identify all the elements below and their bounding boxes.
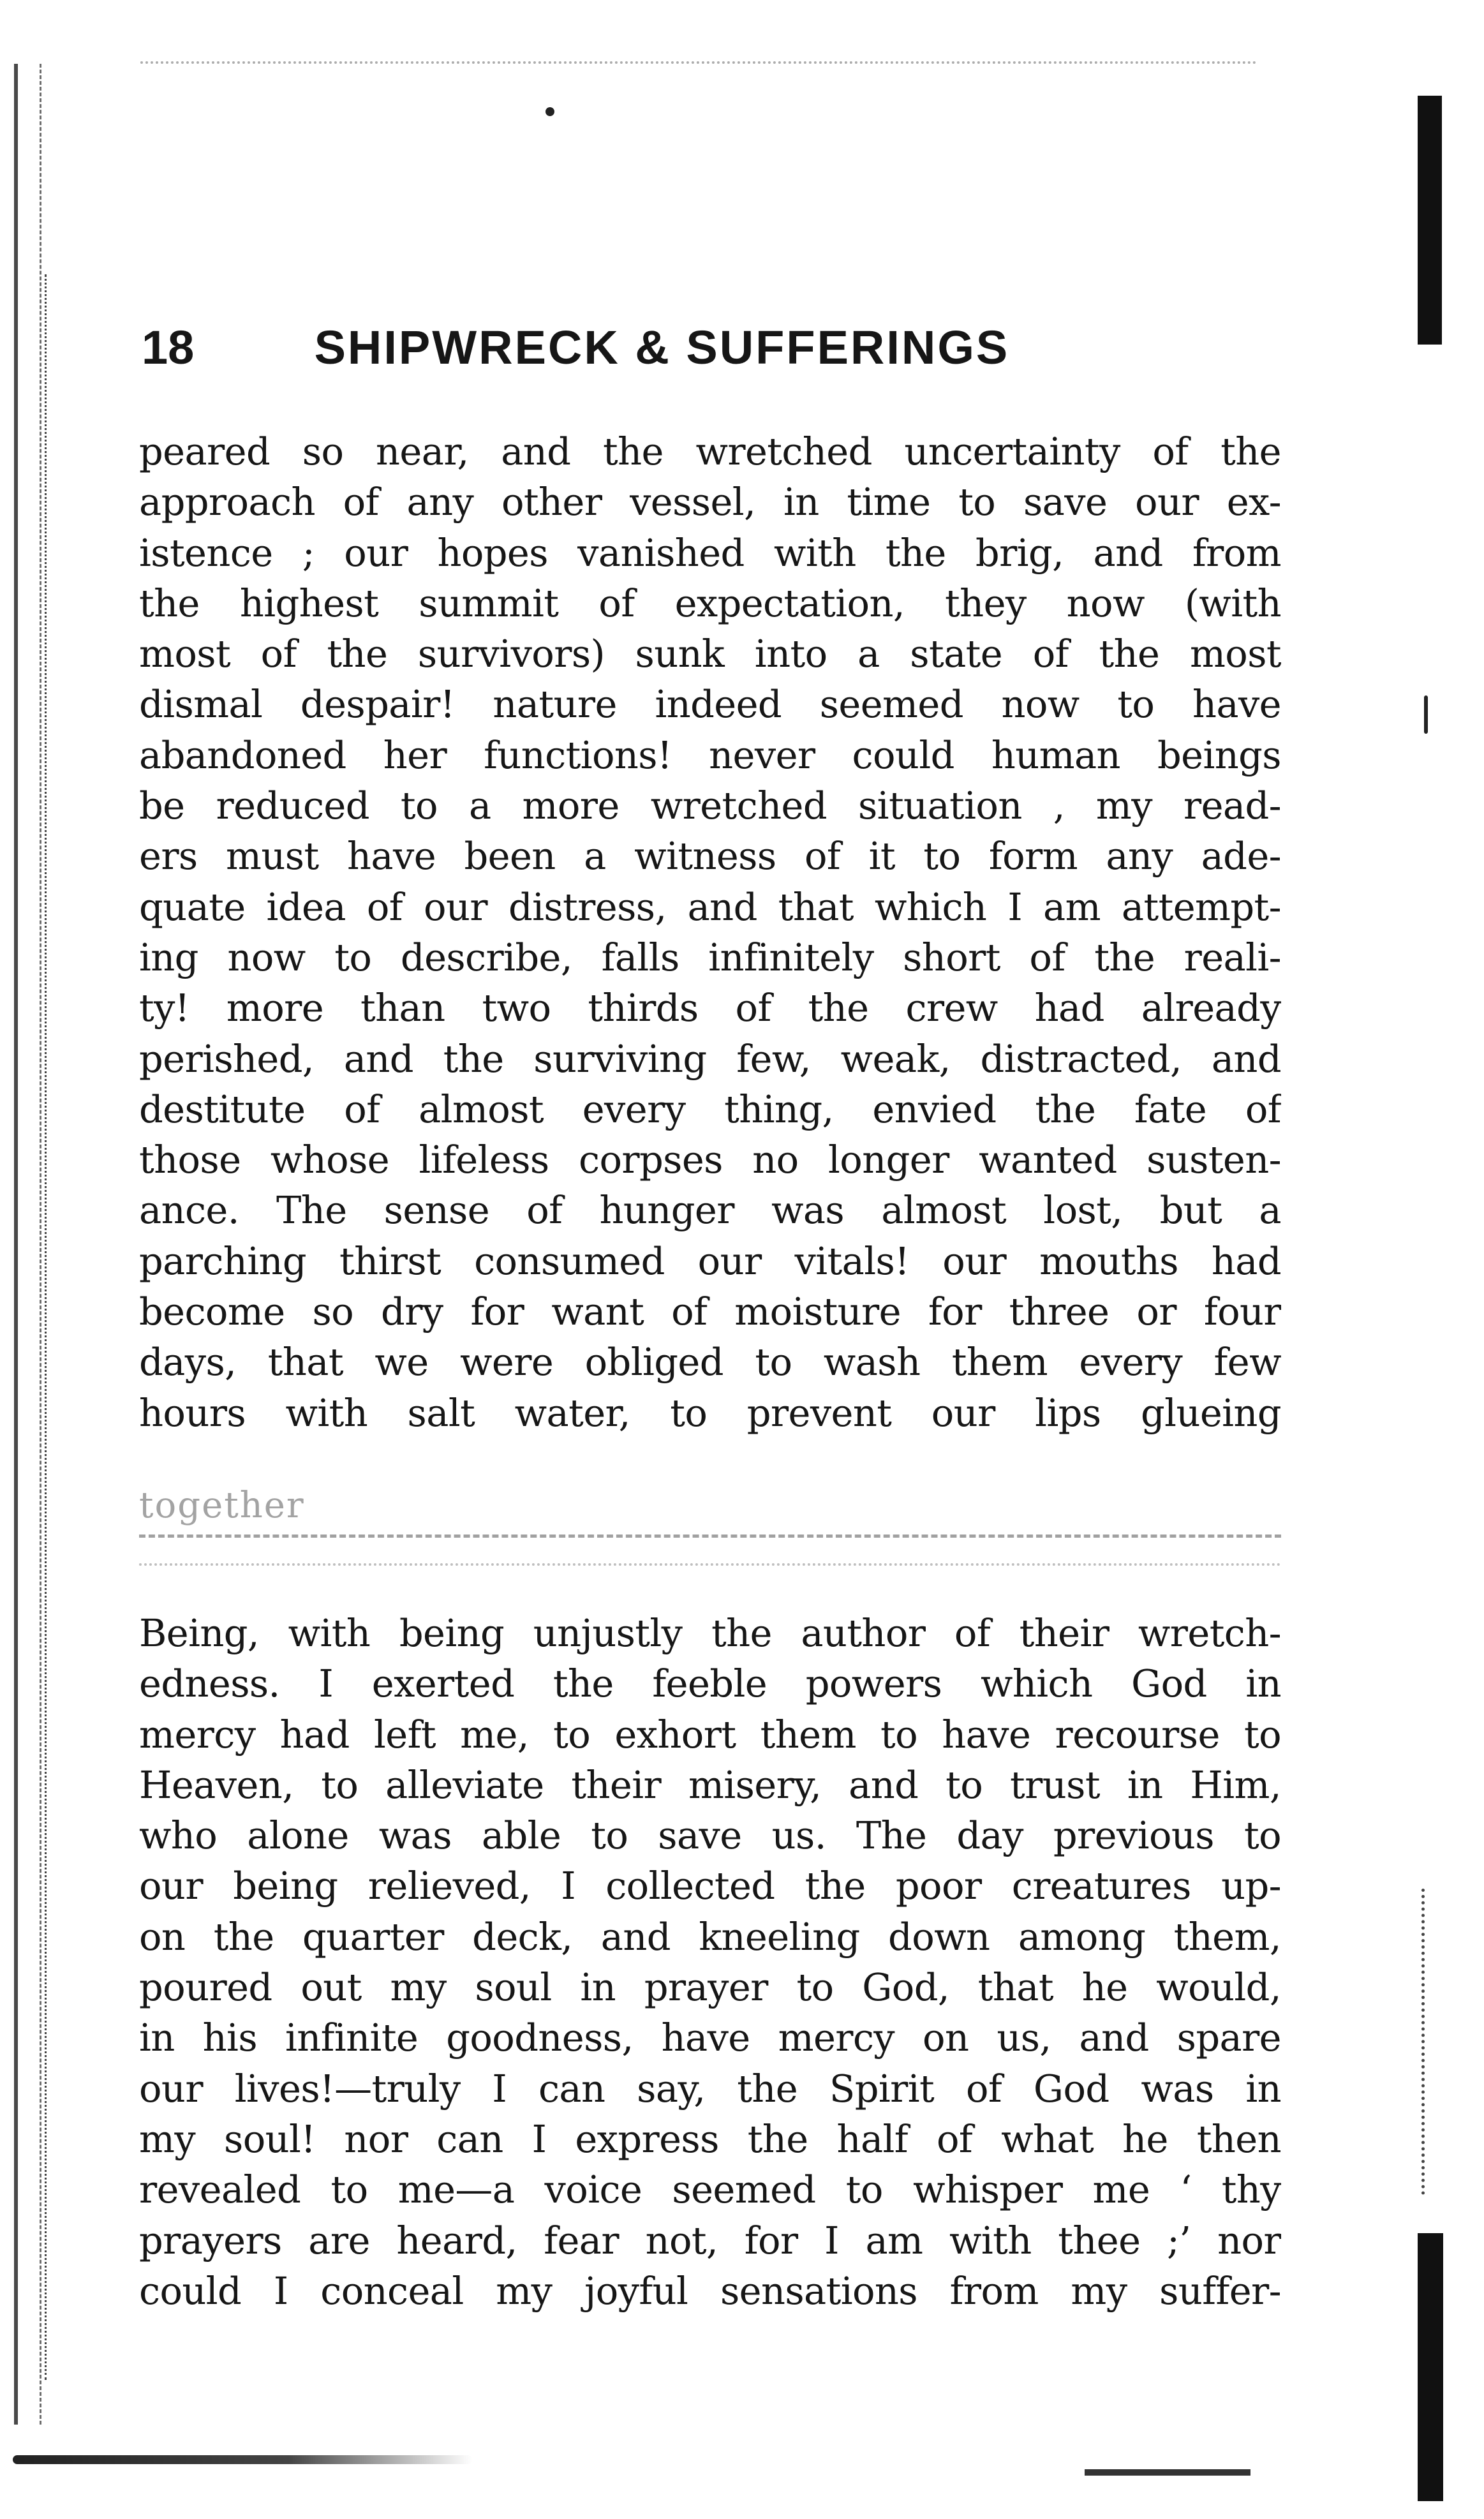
faded-text-fragment: together: [139, 1485, 305, 1526]
running-head: [142, 313, 1284, 383]
ink-speck: [545, 107, 554, 116]
text-line: destitute of almost every thing, envied the fate of: [139, 1087, 1281, 1131]
text-line: those whose lifeless corpses no longer wanted susten-: [139, 1138, 1281, 1182]
scan-right-edge-top: [1418, 96, 1442, 345]
text-line: hours with salt water, to prevent our lips glueing: [139, 1390, 1281, 1435]
text-line: peared so near, and the wretched uncertainty of the: [139, 429, 1281, 473]
ink-speck: [1424, 695, 1428, 734]
text-line: be reduced to a more wretched situation , my read-: [139, 784, 1281, 828]
text-line: dismal despair! nature indeed seemed now to have: [139, 682, 1281, 727]
text-line: in his infinite goodness, have mercy on us, and spare: [139, 2016, 1281, 2060]
text-line: revealed to me—a voice seemed to whisper me ‘ thy: [139, 2167, 1281, 2212]
scan-bottom-mark: [1085, 2469, 1250, 2476]
faded-print-area: [139, 1483, 1281, 1605]
running-title: SHIPWRECK & SUFFERINGS: [314, 321, 1010, 374]
text-line: could I conceal my joyful sensations from my suffer-: [139, 2268, 1281, 2313]
page-number: 18: [142, 321, 195, 374]
text-line: days, that we were obliged to wash them every few: [139, 1340, 1281, 1385]
text-line: who alone was able to save us. The day previous to: [139, 1813, 1281, 1858]
body-text-part-2: [139, 1608, 1281, 2316]
text-line: ance. The sense of hunger was almost lost, but a: [139, 1188, 1281, 1233]
text-line: poured out my soul in prayer to God, that he would,: [139, 1965, 1281, 2010]
text-line: the highest summit of expectation, they now (with: [139, 581, 1281, 625]
scan-right-margin-marks: [1421, 1889, 1430, 2195]
text-line: most of the survivors) sunk into a state of the most: [139, 632, 1281, 676]
text-line: parching thirst consumed our vitals! our mouths had: [139, 1238, 1281, 1283]
text-line: edness. I exerted the feeble powers which God in: [139, 1661, 1281, 1706]
text-line: ers must have been a witness of it to form any ade-: [139, 834, 1281, 879]
text-line: Being, with being unjustly the author of their wretch-: [139, 1611, 1281, 1655]
text-line: my soul! nor can I express the half of what he then: [139, 2116, 1281, 2161]
illegible-print-lines: [139, 1534, 1281, 1566]
text-line: mercy had left me, to exhort them to have recourse to: [139, 1712, 1281, 1757]
text-line: istence ; our hopes vanished with the brig, and from: [139, 530, 1281, 575]
text-line: prayers are heard, fear not, for I am with thee ;’ nor: [139, 2218, 1281, 2263]
scan-right-edge-bottom: [1418, 2233, 1443, 2501]
text-line: abandoned her functions! never could human beings: [139, 732, 1281, 777]
text-line: quate idea of our distress, and that which I am attempt-: [139, 884, 1281, 929]
text-line: become so dry for want of moisture for three or four: [139, 1289, 1281, 1334]
body-text-part-1: [139, 426, 1281, 1438]
text-line: Heaven, to alleviate their misery, and to trust in Him,: [139, 1762, 1281, 1807]
text-line: our lives!—truly I can say, the Spirit of God was in: [139, 2066, 1281, 2111]
text-line: on the quarter deck, and kneeling down among them,: [139, 1914, 1281, 1959]
text-line: our being relieved, I collected the poor creatures up-: [139, 1864, 1281, 1908]
scan-bottom-edge: [13, 2455, 472, 2464]
text-line: ty! more than two thirds of the crew had already: [139, 986, 1281, 1030]
text-line: approach of any other vessel, in time to save our ex-: [139, 480, 1281, 524]
scan-top-noise: [140, 61, 1257, 70]
scan-left-edge: [14, 64, 41, 2425]
scan-left-margin-marks: [45, 274, 59, 2380]
text-line: perished, and the surviving few, weak, distracted, and: [139, 1036, 1281, 1081]
text-line: ing now to describe, falls infinitely short of the reali-: [139, 935, 1281, 979]
